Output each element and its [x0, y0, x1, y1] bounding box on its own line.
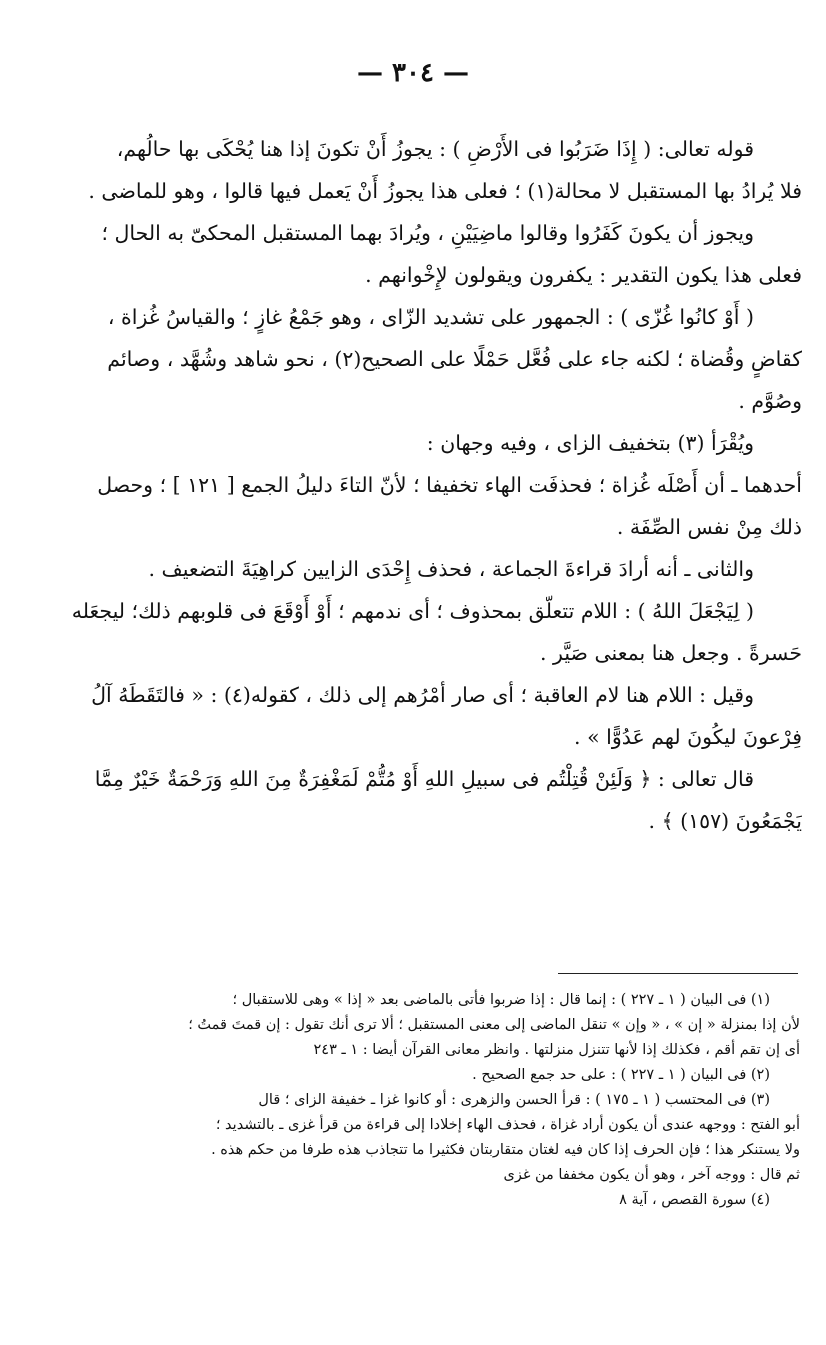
footnote-line: لأن إذا بمنزلة « إن » ، « وإن » تنقل الماضى إلى معنى المستقبل ؛ ألا ترى أنك تقول : إن قمتَ قمتُ ؛ — [188, 1017, 800, 1033]
text-line: فِرْعونَ ليكُونَ لهم عَدُوًّا » . — [574, 725, 802, 749]
footnote-line: (٢) فى البيان ( ١ ـ ٢٢٧ ) : على حد جمع الصحيح . — [472, 1067, 770, 1083]
footnote-line: ولا يستنكر هذا ؛ فإن الحرف إذا كان فيه لغتان متقاربتان فكثيرا ما تتجاذب هذه طرفا من حكم هذه . — [211, 1142, 800, 1158]
main-text — [24, 128, 802, 842]
text-line: وصُوَّم . — [738, 389, 802, 413]
text-line: فعلى هذا يكون التقدير : يكفرون ويقولون لإِخْوانهم . — [365, 263, 802, 287]
text-line: أحدهما ـ أن أَصْلَه غُزاة ؛ فحذفَت الهاء تخفيفا ؛ لأنّ التاءَ دليلُ الجمع [ ١٢١ ] ؛ وحصل — [97, 473, 802, 497]
text-line: ذلك مِنْ نفس الصِّفَة . — [616, 515, 802, 539]
page-number: — ٣٠٤ — — [356, 58, 470, 88]
text-line: كقاضٍ وقُضاة ؛ لكنه جاء على فُعَّل حَمْلًا على الصحيح(٢) ، نحو شاهد وشُهَّد ، وصائم — [107, 347, 802, 371]
text-line: ويجوز أن يكونَ كَفَرُوا وقالوا ماضِيَيْنِ ، ويُرادَ بهما المستقبل المحكىّ به الحال ؛ — [101, 221, 754, 245]
footnote-line: (٤) سورة القصص ، آية ٨ — [619, 1192, 770, 1208]
text-line: ( أَوْ كانُوا غُزّى ) : الجمهور على تشديد الزّاى ، وهو جَمْعُ غازٍ ؛ والقياسُ غُزاة ، — [107, 305, 754, 329]
footnote-line: (١) فى البيان ( ١ ـ ٢٢٧ ) : إنما قال : إذا ضربوا فأتى بالماضى بعد « إذا » وهى للاستقبال ؛ — [232, 992, 770, 1008]
text-line: يَجْمَعُونَ (١٥٧) ﴾ . — [648, 809, 802, 833]
text-line: حَسرةً . وجعل هنا بمعنى صَيَّر . — [540, 641, 802, 665]
footnote-separator — [558, 973, 798, 974]
text-line: قال تعالى : ﴿ وَلَئِنْ قُتِلْتُم فى سبيلِ اللهِ أَوْ مُتُّمْ لَمَغْفِرَةٌ مِنَ اللهِ وَرَحْمَةٌ خَيْرٌ مِمَّا — [94, 767, 754, 791]
footnotes — [22, 988, 800, 1213]
text-line: ويُقْرَأ (٣) بتخفيف الزاى ، وفيه وجهان : — [426, 431, 754, 455]
book-page — [18, 0, 808, 1345]
footnote-line: ثم قال : ووجه آخر ، وهو أن يكون مخففا من غزى — [503, 1167, 800, 1183]
text-line: وقيل : اللام هنا لام العاقبة ؛ أى صار أمْرُهم إلى ذلك ، كقوله(٤) : « فالتَقَطَهُ آلُ — [91, 683, 754, 707]
text-line: فلا يُرادُ بها المستقبل لا محالة(١) ؛ فعلى هذا يجوزُ أَنْ يَعمل فيها قالوا ، وهو للماضى . — [88, 179, 802, 203]
text-line: قوله تعالى: ( إِذَا ضَرَبُوا فى الأَرْضِ ) : يجوزُ أَنْ تكونَ إذا هنا يُحْكَى بها حالُهم، — [116, 137, 754, 161]
footnote-line: (٣) فى المحتسب ( ١ ـ ١٧٥ ) : قرأ الحسن والزهرى : أو كانوا غزا ـ خفيفة الزاى ؛ قال — [258, 1092, 770, 1108]
text-line: والثانى ـ أنه أرادَ قراءةَ الجماعة ، فحذف إِحْدَى الزايين كراهِيَةَ التضعيف . — [148, 557, 754, 581]
footnote-line: أبو الفتح : ووجهه عندى أن يكون أراد غزاة ، فحذف الهاء إخلادا إلى قراءة من قرأ غزى ـ بالتشديد ؛ — [215, 1117, 800, 1133]
text-line: ( لِيَجْعَلَ اللهُ ) : اللام تتعلّق بمحذوف ؛ أى ندمهم ؛ أَوْ أَوْقَعَ فى قلوبهم ذلك؛ ليجعَله — [71, 599, 754, 623]
footnote-line: أى إن تقم أقم ، فكذلك إذا لأنها تتنزل منزلتها . وانظر معانى القرآن أيضا : ١ ـ ٢٤٣ — [313, 1042, 800, 1058]
